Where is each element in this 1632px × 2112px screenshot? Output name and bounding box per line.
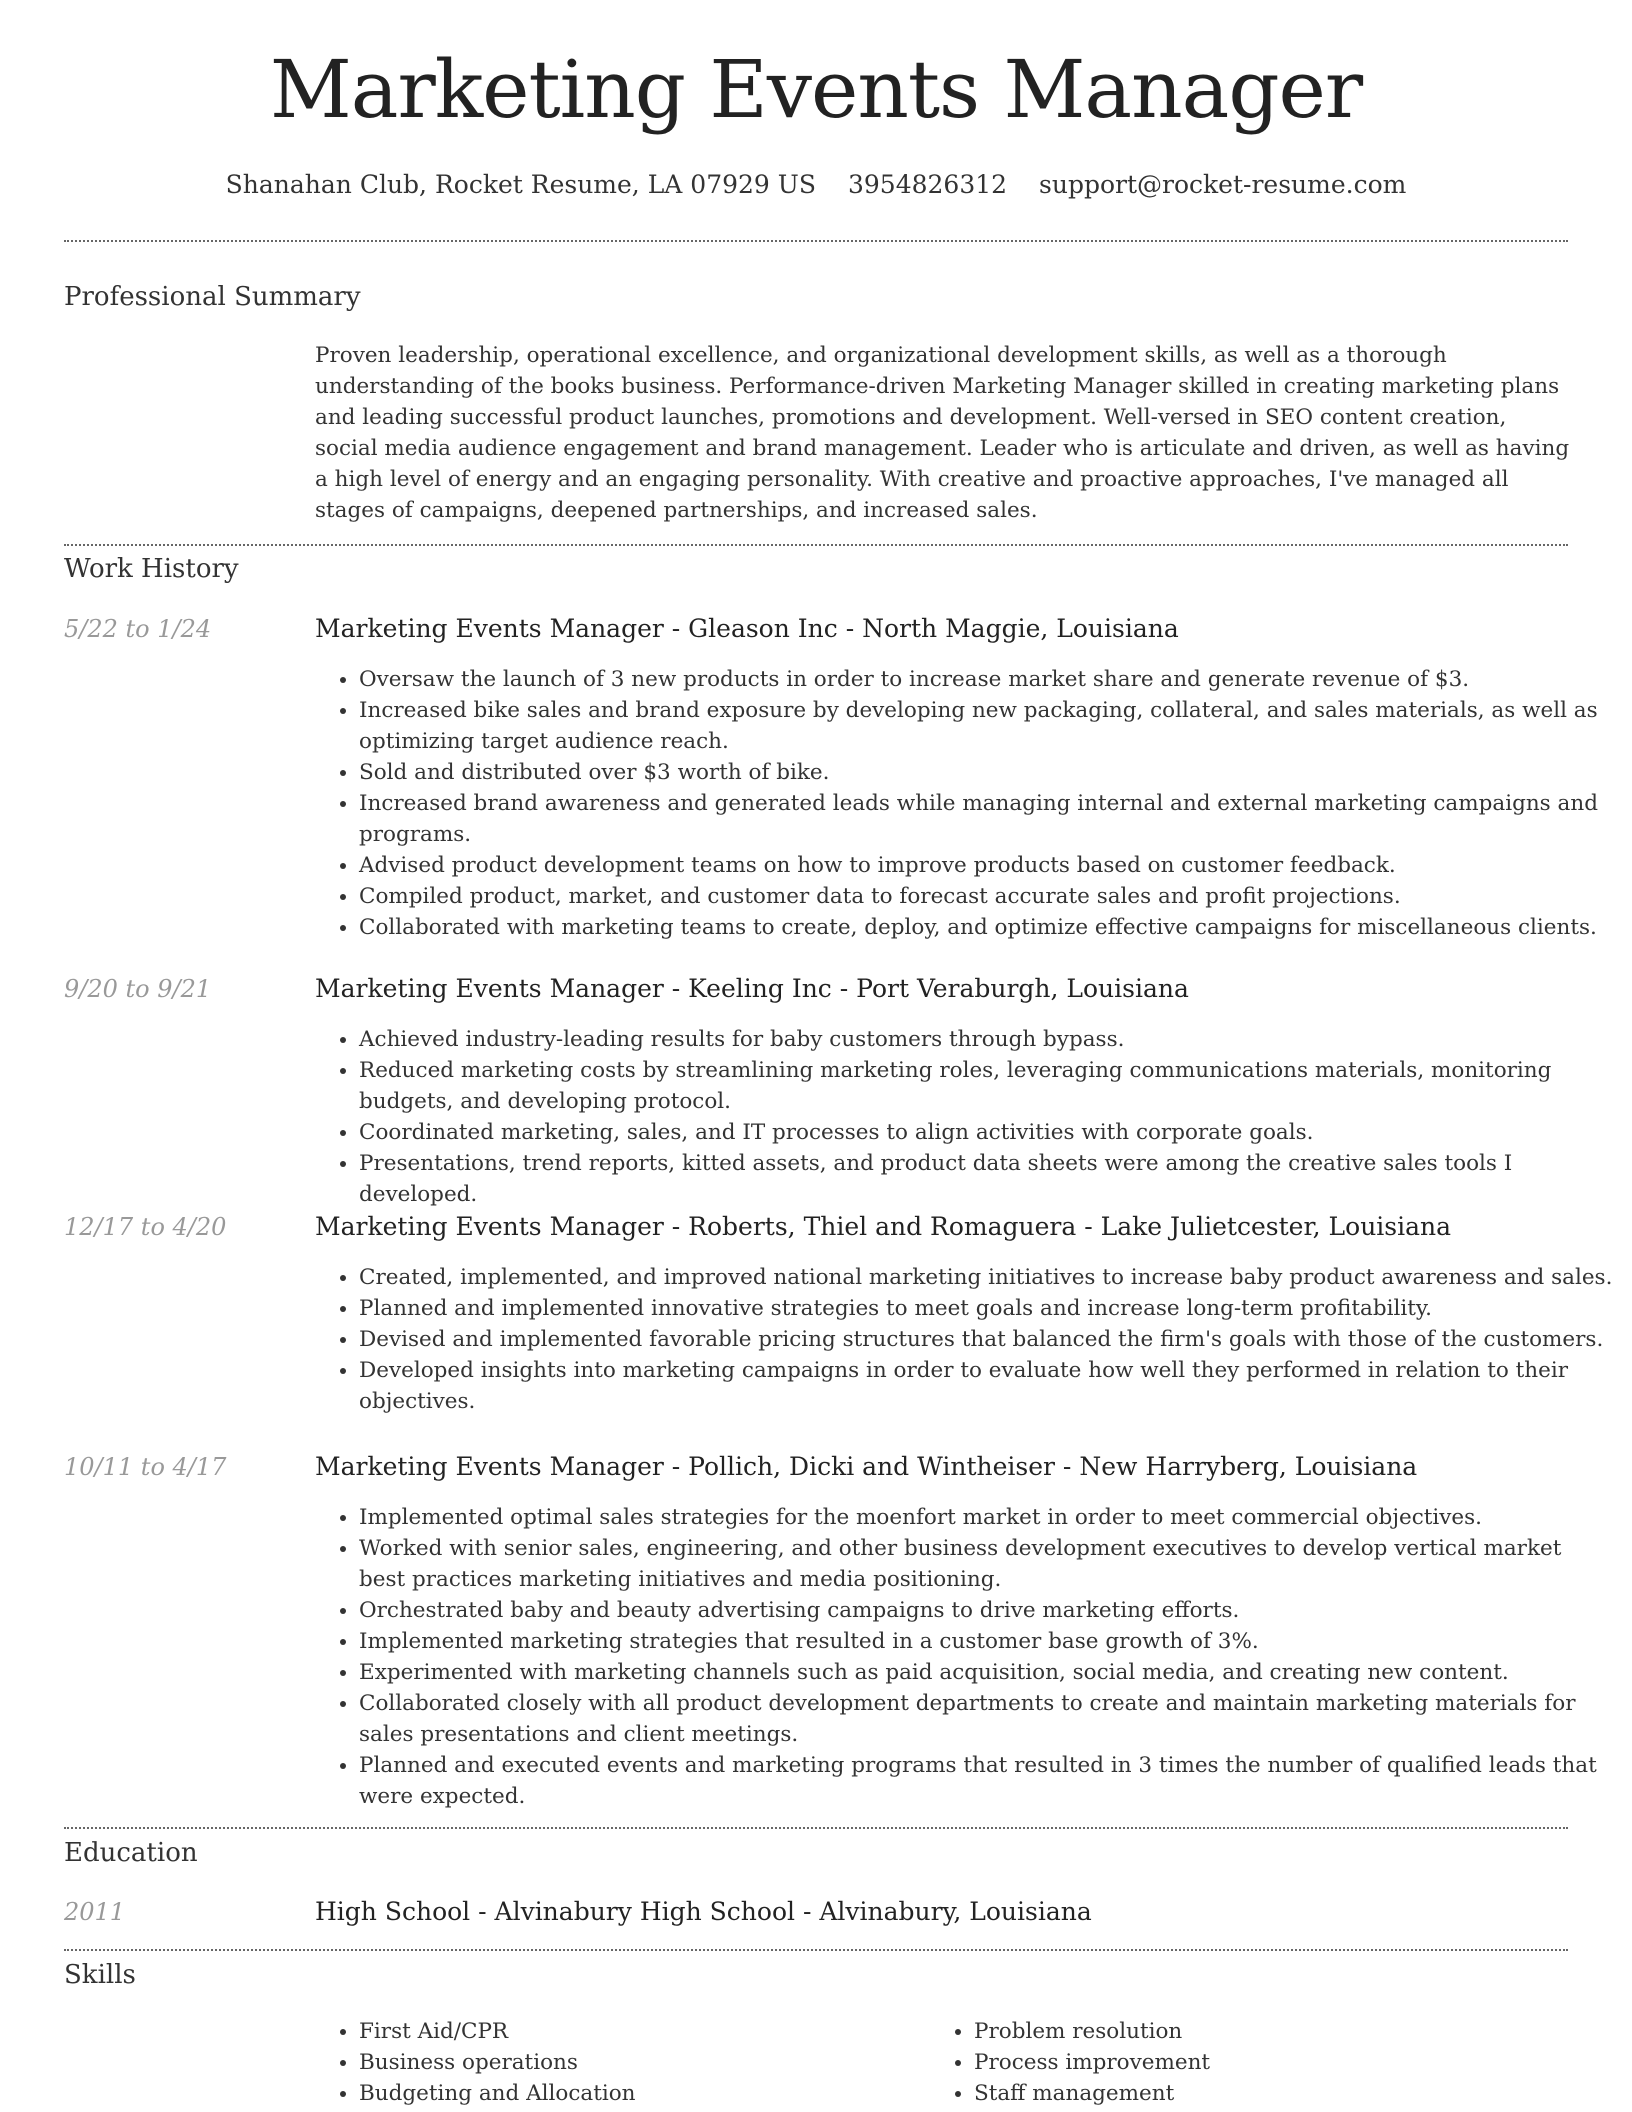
list-item: • Budgeting and Allocation xyxy=(359,2078,919,2109)
list-item: • Developed insights into marketing campaigns in order to evaluate how well they performed in relation to their objectives. xyxy=(359,1355,1614,1417)
job-title: Marketing Events Manager - Pollich, Dicki and Wintheiser - New Harryberg, Louisiana xyxy=(315,1452,1418,1481)
job-title: Marketing Events Manager - Gleason Inc - North Maggie, Louisiana xyxy=(315,614,1179,643)
list-item: • Sold and distributed over $3 worth of bike. xyxy=(359,757,1614,788)
job-dates: 12/17 to 4/20 xyxy=(64,1213,227,1241)
skills-list-right xyxy=(930,2016,1534,2109)
list-item: • Implemented optimal sales strategies for the moenfort market in order to meet commercial objectives. xyxy=(359,1502,1614,1533)
list-item: • Advised product development teams on how to improve products based on customer feedback. xyxy=(359,850,1614,881)
list-item: • Implemented marketing strategies that resulted in a customer base growth of 3%. xyxy=(359,1626,1614,1657)
list-item: • First Aid/CPR xyxy=(359,2016,919,2047)
list-item: • Compiled product, market, and customer data to forecast accurate sales and profit projections. xyxy=(359,881,1614,912)
address: Shanahan Club, Rocket Resume, LA 07929 US xyxy=(225,170,816,199)
contact-line xyxy=(0,170,1632,199)
list-item: • Business operations xyxy=(359,2047,919,2078)
education-entry: High School - Alvinabury High School - Alvinabury, Louisiana xyxy=(315,1897,1092,1926)
list-item: • Devised and implemented favorable pricing structures that balanced the firm's goals with those of the customers. xyxy=(359,1324,1614,1355)
section-divider xyxy=(64,1949,1568,1951)
list-item: • Experimented with marketing channels such as paid acquisition, social media, and creating new content. xyxy=(359,1657,1614,1688)
section-title-work: Work History xyxy=(64,554,239,584)
list-item: • Staff management xyxy=(974,2078,1534,2109)
phone: 3954826312 xyxy=(847,170,1008,199)
list-item: • Process improvement xyxy=(974,2047,1534,2078)
skills-list-left xyxy=(315,2016,919,2109)
email-link[interactable]: support@rocket-resume.com xyxy=(1039,170,1407,199)
list-item: • Oversaw the launch of 3 new products in order to increase market share and generate revenue of $3. xyxy=(359,664,1614,695)
list-item: • Increased brand awareness and generated leads while managing internal and external marketing campaigns and programs. xyxy=(359,788,1614,850)
job-title: Marketing Events Manager - Keeling Inc - Port Veraburgh, Louisiana xyxy=(315,974,1189,1003)
job-bullets xyxy=(315,1024,1614,1210)
list-item: • Coordinated marketing, sales, and IT processes to align activities with corporate goals. xyxy=(359,1117,1614,1148)
job-dates: 5/22 to 1/24 xyxy=(64,615,212,643)
list-item: • Increased bike sales and brand exposure by developing new packaging, collateral, and sales materials, as well as optimizing target audience reach. xyxy=(359,695,1614,757)
section-title-skills: Skills xyxy=(64,1960,136,1990)
job-dates: 10/11 to 4/17 xyxy=(64,1453,227,1481)
job-bullets xyxy=(315,1262,1614,1417)
resume-header xyxy=(0,0,1632,199)
job-bullets xyxy=(315,664,1614,943)
section-divider xyxy=(64,240,1568,242)
education-year: 2011 xyxy=(64,1898,126,1926)
section-divider xyxy=(64,1827,1568,1829)
list-item: • Created, implemented, and improved national marketing initiatives to increase baby product awareness and sales. xyxy=(359,1262,1614,1293)
list-item: • Collaborated with marketing teams to create, deploy, and optimize effective campaigns for miscellaneous clients. xyxy=(359,912,1614,943)
section-title-education: Education xyxy=(64,1838,198,1868)
list-item: • Orchestrated baby and beauty advertising campaigns to drive marketing efforts. xyxy=(359,1595,1614,1626)
job-bullets xyxy=(315,1502,1614,1812)
list-item: • Reduced marketing costs by streamlining marketing roles, leveraging communications materials, monitoring budgets, and developing protocol. xyxy=(359,1055,1614,1117)
list-item: • Worked with senior sales, engineering, and other business development executives to develop vertical market best practices marketing initiatives and media positioning. xyxy=(359,1533,1614,1595)
list-item: • Planned and executed events and marketing programs that resulted in 3 times the number of qualified leads that were expected. xyxy=(359,1750,1614,1812)
job-dates: 9/20 to 9/21 xyxy=(64,975,212,1003)
list-item: • Presentations, trend reports, kitted assets, and product data sheets were among the creative sales tools I developed. xyxy=(359,1148,1614,1210)
summary-text: Proven leadership, operational excellence, and organizational development skills, as well as a thorough understanding of the books business. Performance-driven Marketing Manager skilled in creating marketing plans and leading successful product launches, promotions and development. Well-versed in SEO content creation, social media audience engagement and brand management. Leader who is articulate and driven, as well as having a high level of energy and an engaging personality. With creative and proactive approaches, I've managed all stages of campaigns, deepened partnerships, and increased sales. xyxy=(315,343,1570,523)
section-divider xyxy=(64,544,1568,546)
section-title-summary: Professional Summary xyxy=(64,282,361,312)
job-title: Marketing Events Manager - Roberts, Thiel and Romaguera - Lake Julietcester, Louisiana xyxy=(315,1212,1452,1241)
candidate-name: Marketing Events Manager xyxy=(269,43,1363,136)
list-item: • Collaborated closely with all product development departments to create and maintain marketing materials for sales presentations and client meetings. xyxy=(359,1688,1614,1750)
list-item: • Problem resolution xyxy=(974,2016,1534,2047)
list-item: • Planned and implemented innovative strategies to meet goals and increase long-term profitability. xyxy=(359,1293,1614,1324)
list-item: • Achieved industry-leading results for baby customers through bypass. xyxy=(359,1024,1614,1055)
